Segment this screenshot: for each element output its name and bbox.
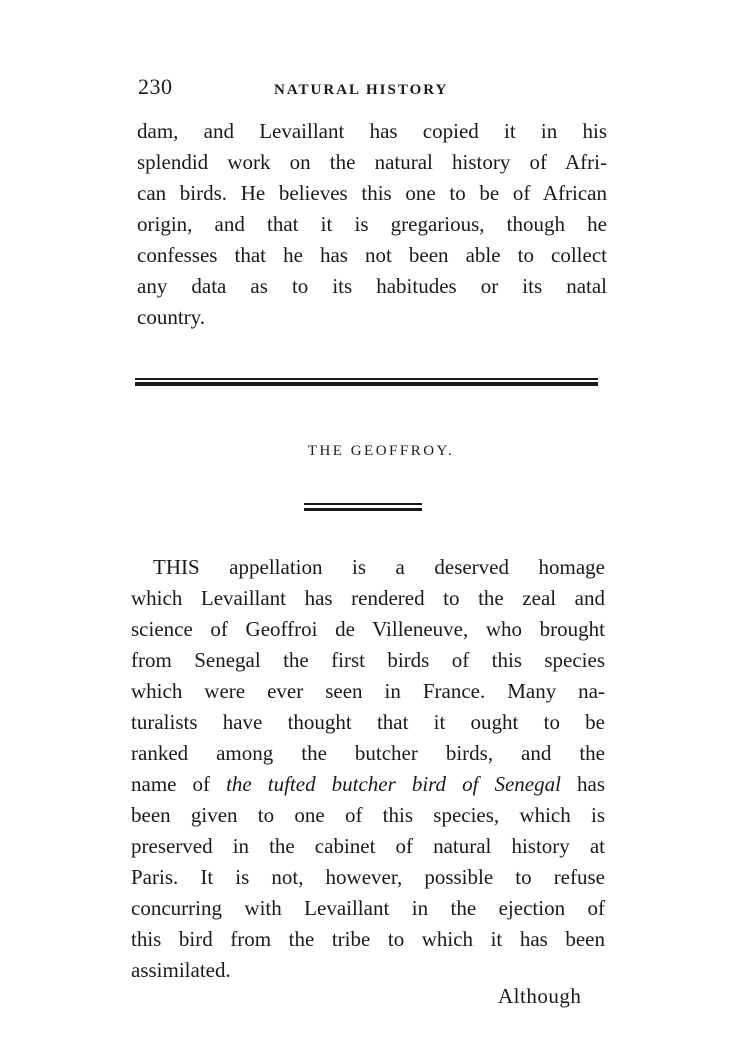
running-head: NATURAL HISTORY <box>274 82 449 98</box>
text-line: splendid work on the natural history of Afri- <box>137 150 607 174</box>
text-line: THIS appellation is a deserved homage <box>153 555 605 579</box>
text-line: dam, and Levaillant has copied it in his <box>137 119 607 143</box>
text-line: preserved in the cabinet of natural history at <box>131 834 605 858</box>
text-line: which Levaillant has rendered to the zeal and <box>131 586 605 610</box>
text-line: Paris. It is not, however, possible to refuse <box>131 865 605 889</box>
text-line: turalists have thought that it ought to be <box>131 710 605 734</box>
text-line: ranked among the butcher birds, and the <box>131 741 605 765</box>
text-line: can birds. He believes this one to be of African <box>137 181 607 205</box>
text-line: been given to one of this species, which is <box>131 803 605 827</box>
section-title: THE GEOFFROY. <box>307 443 455 459</box>
title-underline-rule <box>304 503 422 513</box>
text-line-with-italic <box>131 769 605 800</box>
text-line: country. <box>137 305 206 329</box>
text-line: from Senegal the first birds of this species <box>131 648 605 672</box>
text-line: this bird from the tribe to which it has been <box>131 927 605 951</box>
paragraph-geoffroy <box>131 552 605 986</box>
page-number: 230 <box>138 74 173 99</box>
text-line: any data as to its habitudes or its natal <box>137 274 607 298</box>
italic-species-name: the tufted butcher bird of Senegal <box>226 772 561 796</box>
text-line: origin, and that it is gregarious, though he <box>137 212 607 236</box>
text-line: concurring with Levaillant in the ejection of <box>131 896 605 920</box>
text-fragment: has <box>577 772 605 796</box>
text-line: confesses that he has not been able to collect <box>137 243 607 267</box>
text-fragment: name of <box>131 772 211 796</box>
page-header <box>138 74 608 104</box>
catchword: Although <box>498 984 582 1008</box>
section-divider-rule <box>135 378 598 387</box>
text-line: which were ever seen in France. Many na- <box>131 679 605 703</box>
text-line: assimilated. <box>131 958 231 982</box>
paragraph-continuation <box>137 116 607 333</box>
text-line: science of Geoffroi de Villeneuve, who brought <box>131 617 605 641</box>
